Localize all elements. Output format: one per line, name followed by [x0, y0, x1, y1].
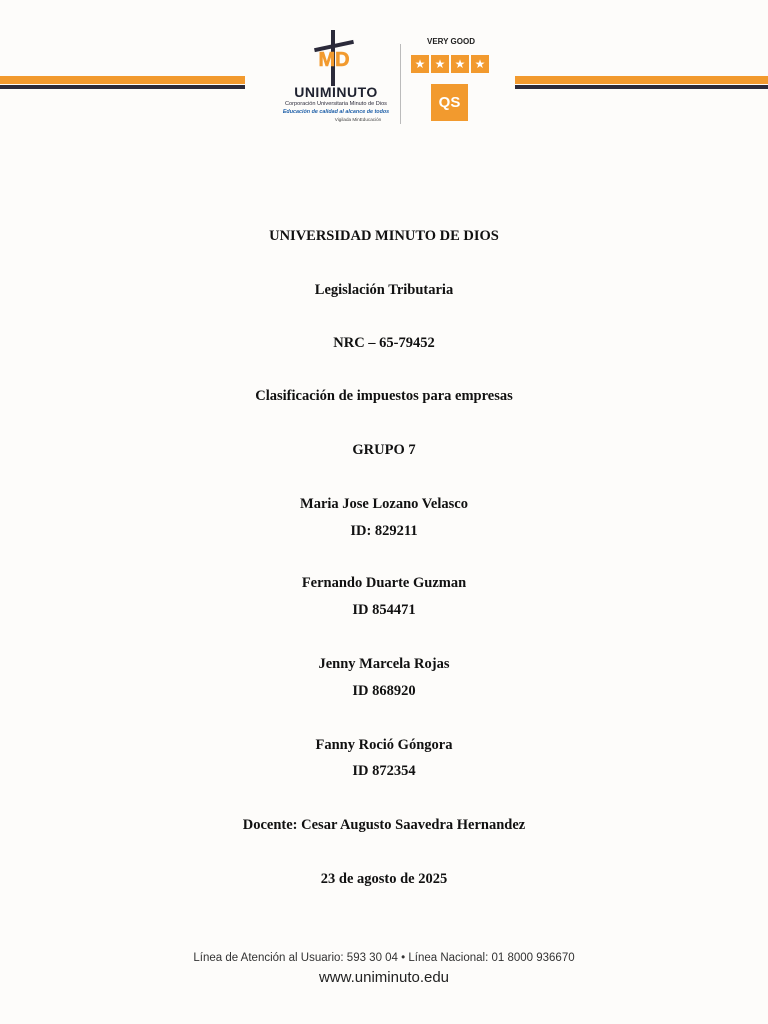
logo-divider: [400, 44, 401, 124]
star-icon: ★: [451, 55, 469, 73]
star-icon: ★: [431, 55, 449, 73]
submission-date: 23 de agosto de 2025: [320, 871, 448, 887]
member-id: ID 872354: [352, 763, 416, 779]
qs-rating-label: VERY GOOD: [426, 37, 475, 46]
monogram-text: MD: [318, 49, 350, 71]
member-name: Fernando Duarte Guzman: [301, 575, 467, 591]
brand-slogan: Educación de calidad al alcance de todos: [282, 109, 390, 115]
qs-stars: [411, 55, 489, 73]
member-id: ID: 829211: [350, 523, 418, 539]
star-icon: ★: [411, 55, 429, 73]
footer-website[interactable]: www.uniminuto.edu: [318, 969, 450, 986]
nrc-code: NRC – 65-79452: [333, 335, 435, 351]
member-id: ID 868920: [352, 683, 416, 699]
brand-subtitle: Corporación Universitaria Minuto de Dios: [285, 101, 387, 107]
course-name: Legislación Tributaria: [314, 282, 454, 298]
member-name: Jenny Marcela Rojas: [318, 656, 450, 672]
brand-oversight: Vigilada MinEducación: [334, 117, 382, 122]
teacher-name: Docente: Cesar Augusto Saavedra Hernandez: [242, 817, 526, 833]
member-id: ID 854471: [352, 602, 416, 618]
header-band-right: [515, 76, 768, 90]
topic-title: Clasificación de impuestos para empresas: [255, 388, 513, 404]
header-band-left: [0, 76, 245, 90]
footer-contact: Línea de Atención al Usuario: 593 30 04 • Línea Nacional: 01 8000 936670: [193, 952, 575, 964]
university-logo: [272, 30, 497, 126]
group-label: GRUPO 7: [352, 442, 416, 458]
star-icon: ★: [471, 55, 489, 73]
brand-name: UNIMINUTO: [294, 84, 378, 100]
university-title: UNIVERSIDAD MINUTO DE DIOS: [269, 228, 499, 244]
member-name: Fanny Roció Góngora: [315, 737, 453, 753]
member-name: Maria Jose Lozano Velasco: [300, 496, 468, 512]
qs-badge-icon: QS: [431, 84, 468, 121]
md-cross-logo-icon: [312, 30, 356, 86]
